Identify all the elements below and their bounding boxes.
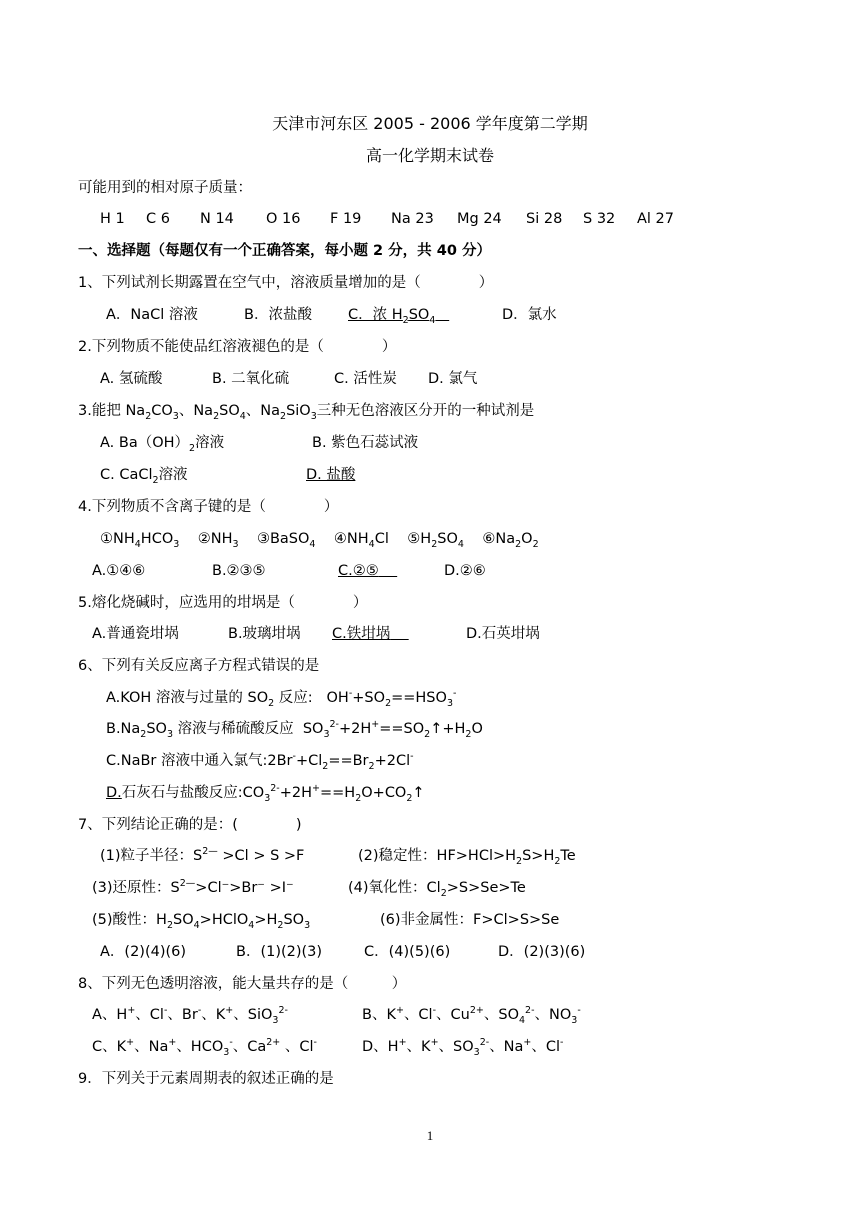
question-7-options (100, 942, 585, 962)
question-8-options-row2 (92, 1037, 563, 1057)
option-b: B.②③⑤ (212, 563, 266, 579)
option-c: C. CaCl$_2$溶液 (100, 467, 188, 486)
option-a: A.①④⑥ (92, 563, 146, 579)
option-d: D. 盐酸 (306, 467, 356, 483)
atomic-mass-item: O 16 (266, 211, 301, 227)
option-a: A．(2)(4)(6) (100, 944, 187, 960)
question-6-option-b: $B.Na_2SO_3$ 溶液与稀硫酸反应 $SO_3^{2-}+2H^+==SO_2↑+H_2O$ (106, 719, 483, 740)
option-a: A. 氢硫酸 (100, 371, 163, 387)
question-9-stem: 9．下列关于元素周期表的叙述正确的是 (78, 1071, 334, 1087)
question-5-options (92, 624, 540, 644)
question-7-stem: 7、下列结论正确的是：( ) (78, 817, 302, 833)
option-d: D. 氯气 (428, 371, 478, 387)
question-1-stem: 1、下列试剂长期露置在空气中，溶液质量增加的是（ ） (78, 275, 494, 291)
option-c: C.②⑤ (338, 563, 379, 579)
question-7-items-row3 (92, 910, 559, 930)
option-b: B. 紫色石蕊试液 (312, 435, 419, 451)
atomic-mass-item: F 19 (330, 211, 362, 227)
option-d: D.石英坩埚 (466, 626, 540, 642)
question-7-items-row1 (100, 846, 576, 866)
question-4-options (92, 561, 486, 581)
atomic-mass-item: N 14 (200, 211, 234, 227)
atomic-mass-label: 可能用到的相对原子质量： (78, 180, 252, 196)
question-4-stem: 4.下列物质不含离子键的是（ ） (78, 499, 339, 515)
question-2-options (100, 369, 477, 389)
atomic-mass-item: Si 28 (526, 211, 563, 227)
atomic-mass-item: Al 27 (637, 211, 675, 227)
page-number: 1 (426, 1128, 434, 1143)
atomic-mass-list (100, 209, 674, 229)
atomic-mass-item: Mg 24 (457, 211, 502, 227)
question-6-option-c: C.NaBr 溶液中通入氯气$:2Br^-+Cl_2==Br_2+2Cl^-$ (106, 751, 414, 772)
option-c: C、K+、Na+、$HCO_3^-$、$Ca^{2+}$ 、Cl- (92, 1037, 317, 1058)
question-7-items-row2 (92, 878, 526, 898)
question-3-options-row1 (100, 433, 418, 453)
option-b: B．浓盐酸 (244, 307, 312, 323)
option-a: A、H+、Cl-、Br-、K+、SiO$_3^{2-}$ (92, 1005, 288, 1026)
option-c: C. 活性炭 (334, 371, 397, 387)
question-3-stem: 3.能把 $Na_2CO_3$、$Na_2SO_4$、$Na_2SiO_3$三种无色溶液区分开的一种试剂是 (78, 403, 535, 422)
option-c: C．浓 $H_2SO_4$ (348, 307, 436, 326)
statement-5: (5)酸性：$H_2SO_4>HClO_4>H_2SO_3$ (92, 912, 311, 931)
option-b: B．(1)(2)(3) (236, 944, 323, 960)
statement-4: (4)氧化性：$Cl_2>S>Se>Te$ (348, 880, 526, 899)
option-b: B.玻璃坩埚 (228, 626, 301, 642)
question-5-stem: 5.熔化烧碱时，应选用的坩埚是（ ） (78, 595, 368, 611)
option-b: B、K+、Cl-、$Cu^{2+}$、$SO_4^{2-}$、$NO_3^-$ (362, 1005, 581, 1026)
statement-2: (2)稳定性：$HF>HCl>H_2S>H_2Te$ (358, 848, 576, 867)
question-4-compounds: $①NH_4HCO_3$ $②NH_3$ ③BaSO$_4$ $④NH_4Cl$ $⑤H_2SO_4$ $⑥Na_2O_2$ (100, 531, 539, 550)
option-b: B. 二氧化硫 (212, 371, 290, 387)
option-d: D.②⑥ (444, 563, 486, 579)
question-1-options (106, 305, 557, 325)
question-6-option-d: D.石灰石与盐酸反应$:CO_3^{2-}+2H^+==H_2O+CO_2↑$ (106, 783, 425, 804)
option-a: A. $Ba(OH)_2$溶液 (100, 435, 225, 454)
option-a: A.普通瓷坩埚 (92, 626, 179, 642)
option-d: D、H+、K+、$SO_3^{2-}$、Na+、Cl- (362, 1037, 564, 1058)
section-heading: 一、选择题（每题仅有一个正确答案，每小题 2 分，共 40 分） (78, 243, 491, 259)
question-6-stem: 6、下列有关反应离子方程式错误的是 (78, 658, 320, 674)
option-c: C．(4)(5)(6) (364, 944, 451, 960)
question-3-options-row2 (100, 465, 355, 485)
atomic-mass-item: H 1 (100, 211, 125, 227)
question-2-stem: 2.下列物质不能使品红溶液褪色的是（ ） (78, 339, 397, 355)
exam-title: 天津市河东区 2005 - 2006 学年度第二学期 (272, 114, 588, 133)
question-8-options-row1 (92, 1005, 581, 1025)
statement-1: (1)粒子半径：$S^{2—} >Cl > S >F$ (100, 846, 305, 864)
exam-subtitle: 高一化学期末试卷 (365, 146, 494, 165)
question-8-stem: 8、下列无色透明溶液，能大量共存的是（ ） (78, 976, 407, 992)
atomic-mass-item: Na 23 (391, 211, 434, 227)
question-6-option-a: A.KOH 溶液与过量的 $SO_2$ 反应: $OH^-+SO_2==HSO_3^-$ (106, 688, 457, 709)
option-d: D．(2)(3)(6) (498, 944, 586, 960)
statement-3: (3)还原性：$S^{2—}>Cl^->Br^- >I^-$ (92, 878, 294, 896)
option-d: D．氯水 (502, 307, 557, 323)
option-a: A．NaCl 溶液 (106, 307, 198, 323)
atomic-mass-item: S 32 (583, 211, 616, 227)
option-c: C.铁坩埚 (332, 626, 391, 642)
atomic-mass-item: C 6 (146, 211, 170, 227)
statement-6: (6)非金属性：F>Cl>S>Se (380, 912, 560, 928)
